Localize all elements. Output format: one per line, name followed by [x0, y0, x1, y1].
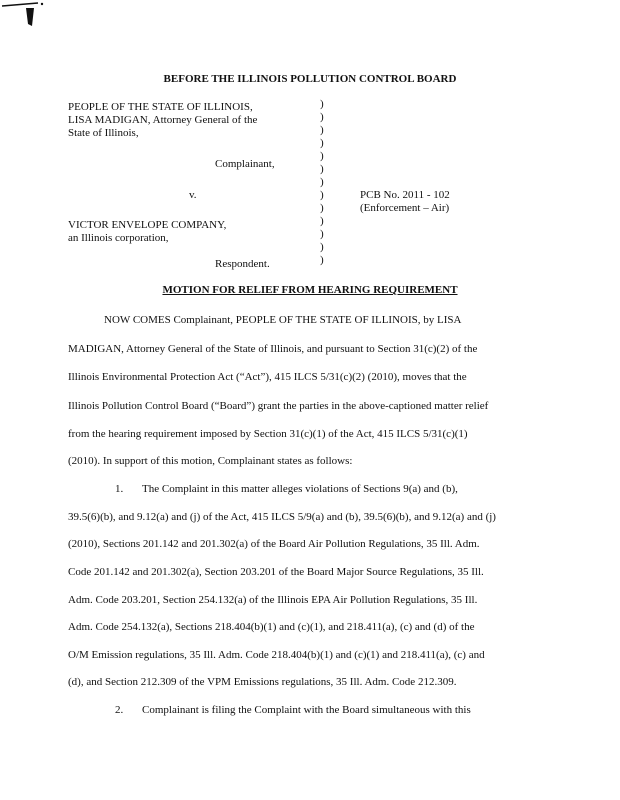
- paren: ): [320, 176, 324, 188]
- item-line: The Complaint in this matter alleges violations of Sections 9(a) and (b),: [142, 483, 458, 495]
- motion-title: MOTION FOR RELIEF FROM HEARING REQUIREMENT: [162, 284, 458, 296]
- item-number: 2.: [115, 704, 124, 716]
- document-heading: BEFORE THE ILLINOIS POLLUTION CONTROL BOARD: [163, 73, 457, 85]
- paren: ): [320, 124, 324, 136]
- body-line: Illinois Environmental Protection Act (“Act”), 415 ILCS 5/31(c)(2) (2010), moves that the: [68, 371, 467, 383]
- body-line: Illinois Pollution Control Board (“Board”) grant the parties in the above-captioned matter relief: [68, 400, 489, 412]
- body-line: MADIGAN, Attorney General of the State of Illinois, and pursuant to Section 31(c)(2) of the: [68, 343, 478, 355]
- paren: ): [320, 189, 324, 201]
- item-line: (2010), Sections 201.142 and 201.302(a) of the Board Air Pollution Regulations, 35 Ill. Adm.: [68, 538, 480, 550]
- scan-smudge-mark: [0, 0, 60, 30]
- versus-label: v.: [189, 189, 197, 201]
- body-line: (2010). In support of this motion, Complainant states as follows:: [68, 455, 353, 467]
- paren: ): [320, 215, 324, 227]
- paren: ): [320, 202, 324, 214]
- body-line: NOW COMES Complainant, PEOPLE OF THE STATE OF ILLINOIS, by LISA: [104, 314, 462, 326]
- item-line: 39.5(6)(b), and 9.12(a) and (j) of the Act, 415 ILCS 5/9(a) and (b), 39.5(6)(b), and 9.12(a) and (j): [68, 511, 496, 523]
- item-line: (d), and Section 212.309 of the VPM Emissions regulations, 35 Ill. Adm. Code 212.309.: [68, 676, 457, 688]
- item-line: Complainant is filing the Complaint with the Board simultaneous with this: [142, 704, 471, 716]
- case-type: (Enforcement – Air): [360, 202, 450, 214]
- paren: ): [320, 111, 324, 123]
- paren: ): [320, 163, 324, 175]
- case-number: PCB No. 2011 - 102: [360, 189, 450, 201]
- respondent-line: an Illinois corporation,: [68, 232, 169, 244]
- paren: ): [320, 98, 324, 110]
- plaintiff-line: State of Illinois,: [68, 127, 139, 139]
- item-line: O/M Emission regulations, 35 Ill. Adm. Code 218.404(b)(1) and (c)(1) and 218.411(a), (c) and: [68, 649, 485, 661]
- caption-paren-column: [320, 98, 324, 267]
- plaintiff-line: PEOPLE OF THE STATE OF ILLINOIS,: [68, 101, 253, 113]
- item-number: 1.: [115, 483, 124, 495]
- paren: ): [320, 228, 324, 240]
- item-line: Code 201.142 and 201.302(a), Section 203.201 of the Board Major Source Regulations, 35 Ill.: [68, 566, 484, 578]
- paren: ): [320, 150, 324, 162]
- item-line: Adm. Code 203.201, Section 254.132(a) of the Illinois EPA Air Pollution Regulations, 35 Ill.: [68, 594, 478, 606]
- body-line: from the hearing requirement imposed by Section 31(c)(1) of the Act, 415 ILCS 5/31(c)(1): [68, 428, 468, 440]
- complainant-label: Complainant,: [215, 158, 275, 170]
- paren: ): [320, 137, 324, 149]
- respondent-line: VICTOR ENVELOPE COMPANY,: [68, 219, 227, 231]
- plaintiff-line: LISA MADIGAN, Attorney General of the: [68, 114, 258, 126]
- respondent-label: Respondent.: [215, 258, 270, 270]
- paren: ): [320, 254, 324, 266]
- paren: ): [320, 241, 324, 253]
- item-line: Adm. Code 254.132(a), Sections 218.404(b)(1) and (c)(1), and 218.411(a), (c) and (d) of the: [68, 621, 475, 633]
